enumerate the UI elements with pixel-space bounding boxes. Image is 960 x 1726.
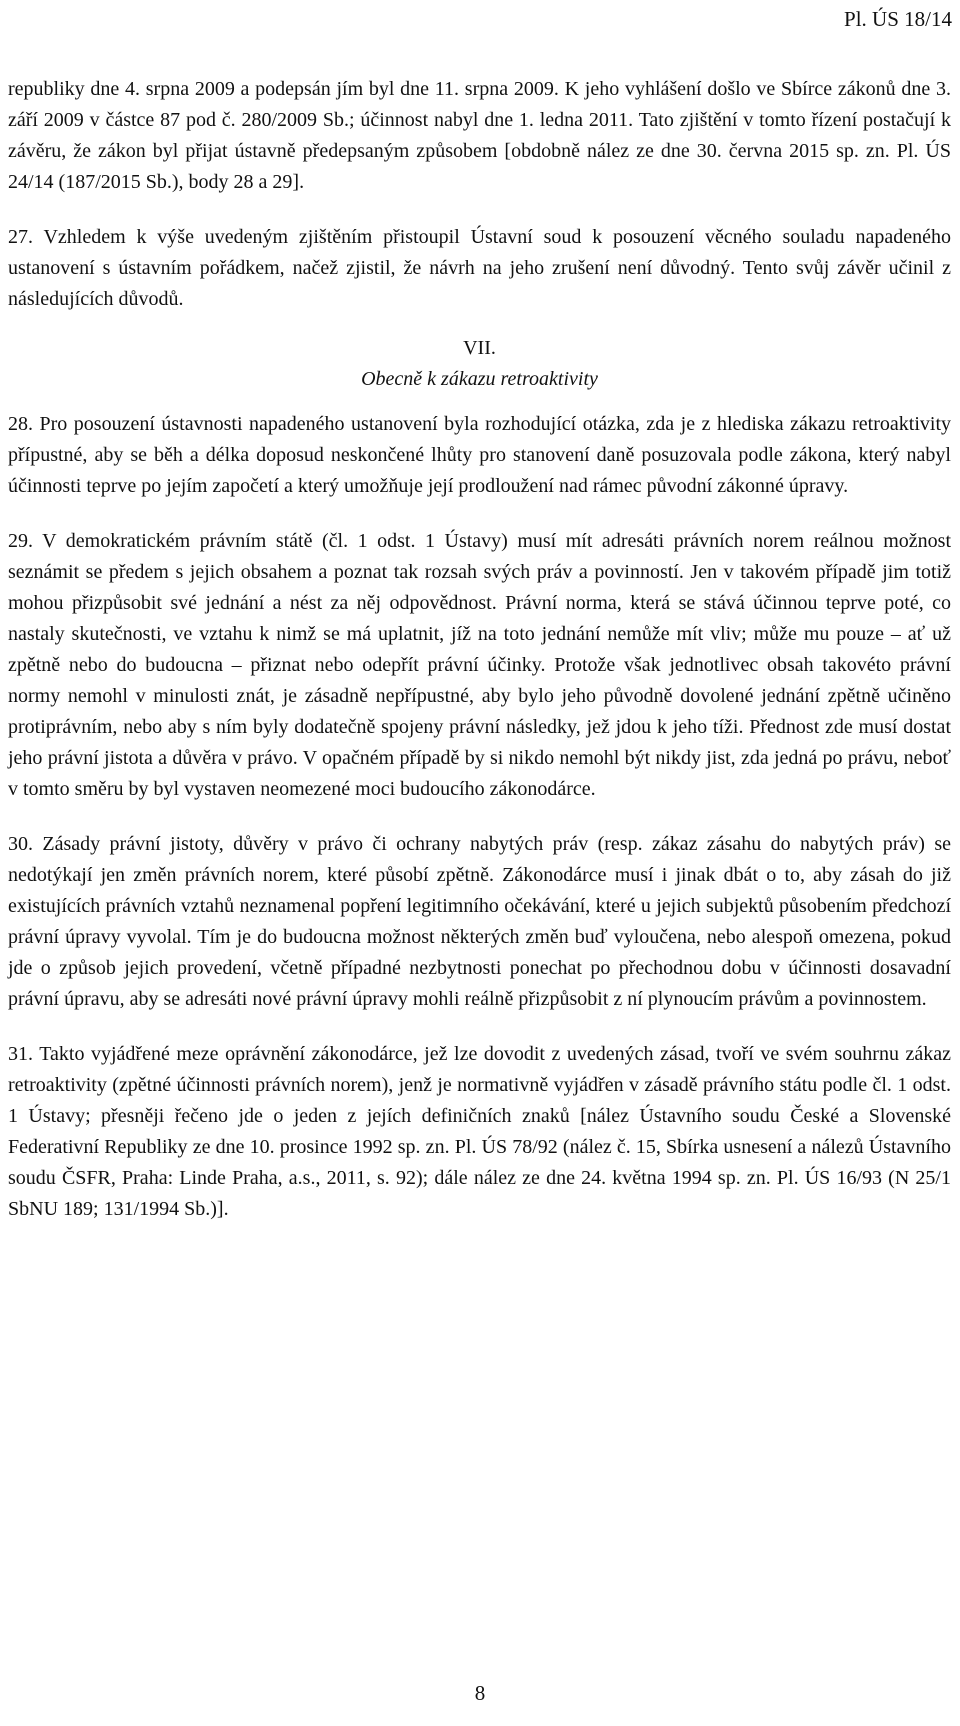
case-reference-header: Pl. ÚS 18/14 <box>844 7 952 31</box>
paragraph-number: 30. <box>8 833 33 855</box>
paragraph-number: 31. <box>8 1043 33 1065</box>
paragraph-text: Zásady právní jistoty, důvěry v právo či ochrany nabytých práv (resp. zákaz zásahu do nabytých práv) se nedotýkají jen změn právních norem, které působí zpětně. Zákonodárce musí i jinak dbát o to, aby zásah do již existujících právních vztahů neznamenal popření legitimního očekávání, které u jejich subjektů působením předchozí právní úpravy vyvolal. Tím je do budoucna možnost některých změn buď vyloučena, nebo alespoň omezena, pokud jde o způsob jejich provedení, včetně případné nezbytnosti ponechat po přechodnou dobu v účinnosti dosavadní právní úpravu, aby se adresáti nové právní úpravy mohli reálně přizpůsobit z ní plynoucím právům a povinnostem. <box>8 833 951 1010</box>
paragraph-29 <box>8 526 951 805</box>
paragraph-31 <box>8 1039 951 1225</box>
paragraph-number: 28. <box>8 413 33 435</box>
paragraph-text: Takto vyjádřené meze oprávnění zákonodárce, jež lze dovodit z uvedených zásad, tvoří ve svém souhrnu zákaz retroaktivity (zpětné účinnosti právních norem), jenž je normativně vyjádřen v zásadě právního státu podle čl. 1 odst. 1 Ústavy; přesněji řečeno jde o jeden z jejích definičních znaků [nález Ústavního soudu České a Slovenské Federativní Republiky ze dne 10. prosince 1992 sp. zn. Pl. ÚS 78/92 (nález č. 15, Sbírka usnesení a nálezů Ústavního soudu ČSFR, Praha: Linde Praha, a.s., 2011, s. 92); dále nález ze dne 24. května 1994 sp. zn. Pl. ÚS 16/93 (N 25/1 SbNU 189; 131/1994 Sb.)]. <box>8 1043 952 1220</box>
paragraph-text: Vzhledem k výše uvedeným zjištěním přistoupil Ústavní soud k posouzení věcného souladu napadeného ustanovení s ústavním pořádkem, načež zjistil, že návrh na jeho zrušení není důvodný. Tento svůj závěr učinil z následujících důvodů. <box>8 226 951 310</box>
paragraph-30 <box>8 829 951 1015</box>
paragraph-text: Pro posouzení ústavnosti napadeného ustanovení byla rozhodující otázka, zda je z hlediska zákazu retroaktivity přípustné, aby se běh a délka doposud neskončené lhůty pro stanovení daně posuzovala podle zákona, který nabyl účinnosti teprve po jejím započetí a který umožňuje její prodloužení nad rámec původní zákonné úpravy. <box>8 413 952 497</box>
page-number: 8 <box>474 1681 486 1705</box>
paragraph-28 <box>8 409 951 502</box>
document-body <box>8 74 951 1249</box>
paragraph-27 <box>8 222 951 315</box>
paragraph-text: V demokratickém právním státě (čl. 1 odst. 1 Ústavy) musí mít adresáti právních norem reálnou možnost seznámit se předem s jejich obsahem a poznat tak rozsah svých práv a povinností. Jen v takovém případě jim totiž mohou přizpůsobit své jednání a nést za něj odpovědnost. Právní norma, která se stává účinnou teprve poté, co nastaly skutečnosti, ve vztahu k nimž se má uplatnit, jíž na toto jednání nemůže mít vliv; může mu pouze – ať už zpětně nebo do budoucna – přiznat nebo odepřít právní účinky. Protože však jednotlivec obsah takovéto právní normy nemohl v minulosti znát, je zásadně nepřípustné, aby bylo jeho původně dovolené jednání zpětně učiněno protiprávním, nebo aby s ním byly dodatečně spojeny právní následky, jež jdou k jeho tíži. Přednost zde musí dostat jeho právní jistota a důvěra v právo. V opačném případě by si nikdo nemohl být nikdy jist, zda jedná po právu, neboť v tomto směru by byl vystaven neomezené moci budoucího zákonodárce. <box>8 530 951 800</box>
section-heading <box>8 333 951 395</box>
section-title: Obecně k zákazu retroaktivity <box>361 368 598 390</box>
continuation-paragraph: republiky dne 4. srpna 2009 a podepsán jím byl dne 11. srpna 2009. K jeho vyhlášení došlo ve Sbírce zákonů dne 3. září 2009 v částce 87 pod č. 280/2009 Sb.; účinnost nabyl dne 1. ledna 2011. Tato zjištění v tomto řízení postačují k závěru, že zákon byl přijat ústavně předepsaným způsobem [obdobně nález ze dne 30. června 2015 sp. zn. Pl. ÚS 24/14 (187/2015 Sb.), body 28 a 29]. <box>8 78 951 193</box>
section-number: VII. <box>463 337 496 359</box>
paragraph-number: 27. <box>8 226 33 248</box>
paragraph-number: 29. <box>8 530 33 552</box>
